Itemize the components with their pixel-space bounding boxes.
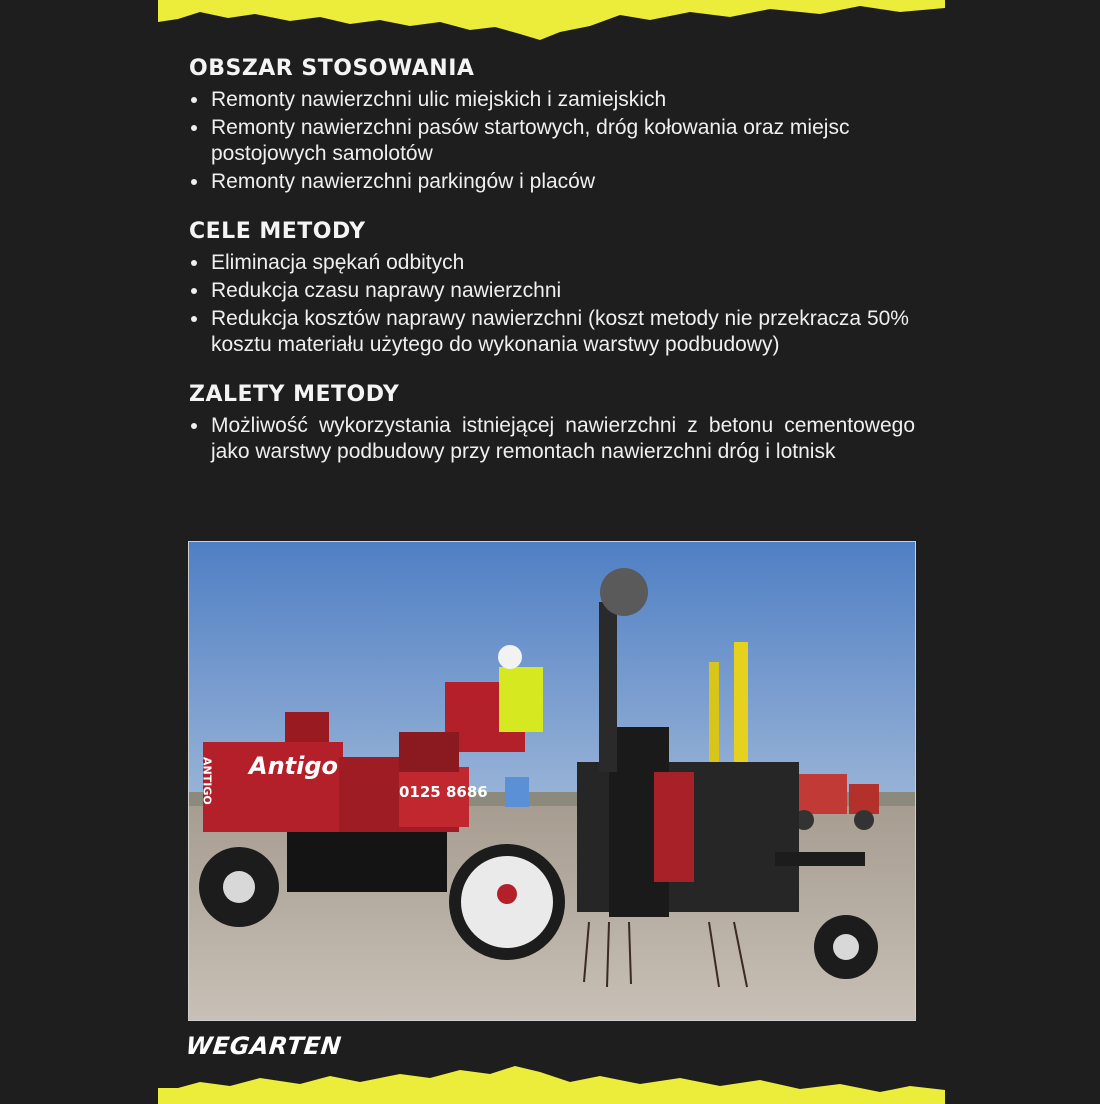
list-item: Eliminacja spękań odbitych	[189, 250, 915, 276]
machine-brand-label: Antigo	[249, 752, 339, 780]
list-item: Remonty nawierzchni parkingów i placów	[189, 169, 915, 195]
torn-yellow-strip-top	[0, 0, 1100, 45]
list-item: Remonty nawierzchni pasów startowych, dróg kołowania oraz miejsc postojowych samolotów	[189, 115, 915, 167]
machine-illustration	[189, 542, 915, 1020]
content-area	[189, 56, 915, 489]
bullet-list	[189, 250, 915, 358]
section-cele-metody	[189, 219, 915, 358]
section-obszar-stosowania	[189, 56, 915, 195]
bullet-list	[189, 413, 915, 465]
bullet-list	[189, 87, 915, 195]
machine-photo	[188, 541, 916, 1021]
list-item: Remonty nawierzchni ulic miejskich i zamiejskich	[189, 87, 915, 113]
section-zalety-metody	[189, 382, 915, 465]
torn-yellow-strip-bottom	[0, 1062, 1100, 1104]
list-item: Redukcja czasu naprawy nawierzchni	[189, 278, 915, 304]
machine-unit-number: 0125 8686	[399, 783, 488, 801]
list-item: Możliwość wykorzystania istniejącej nawierzchni z betonu cementowego jako warstwy podbudowy przy remontach nawierzchni dróg i lotnisk	[189, 413, 915, 465]
list-item: Redukcja kosztów naprawy nawierzchni (koszt metody nie przekracza 50% kosztu materiału użytego do wykonania warstwy podbudowy)	[189, 306, 915, 358]
section-heading: CELE METODY	[189, 219, 366, 244]
section-heading: OBSZAR STOSOWANIA	[189, 56, 475, 81]
machine-side-label: ANTIGO	[200, 757, 214, 805]
brand-logo: WEGARTEN	[184, 1032, 343, 1060]
section-heading: ZALETY METODY	[189, 382, 400, 407]
